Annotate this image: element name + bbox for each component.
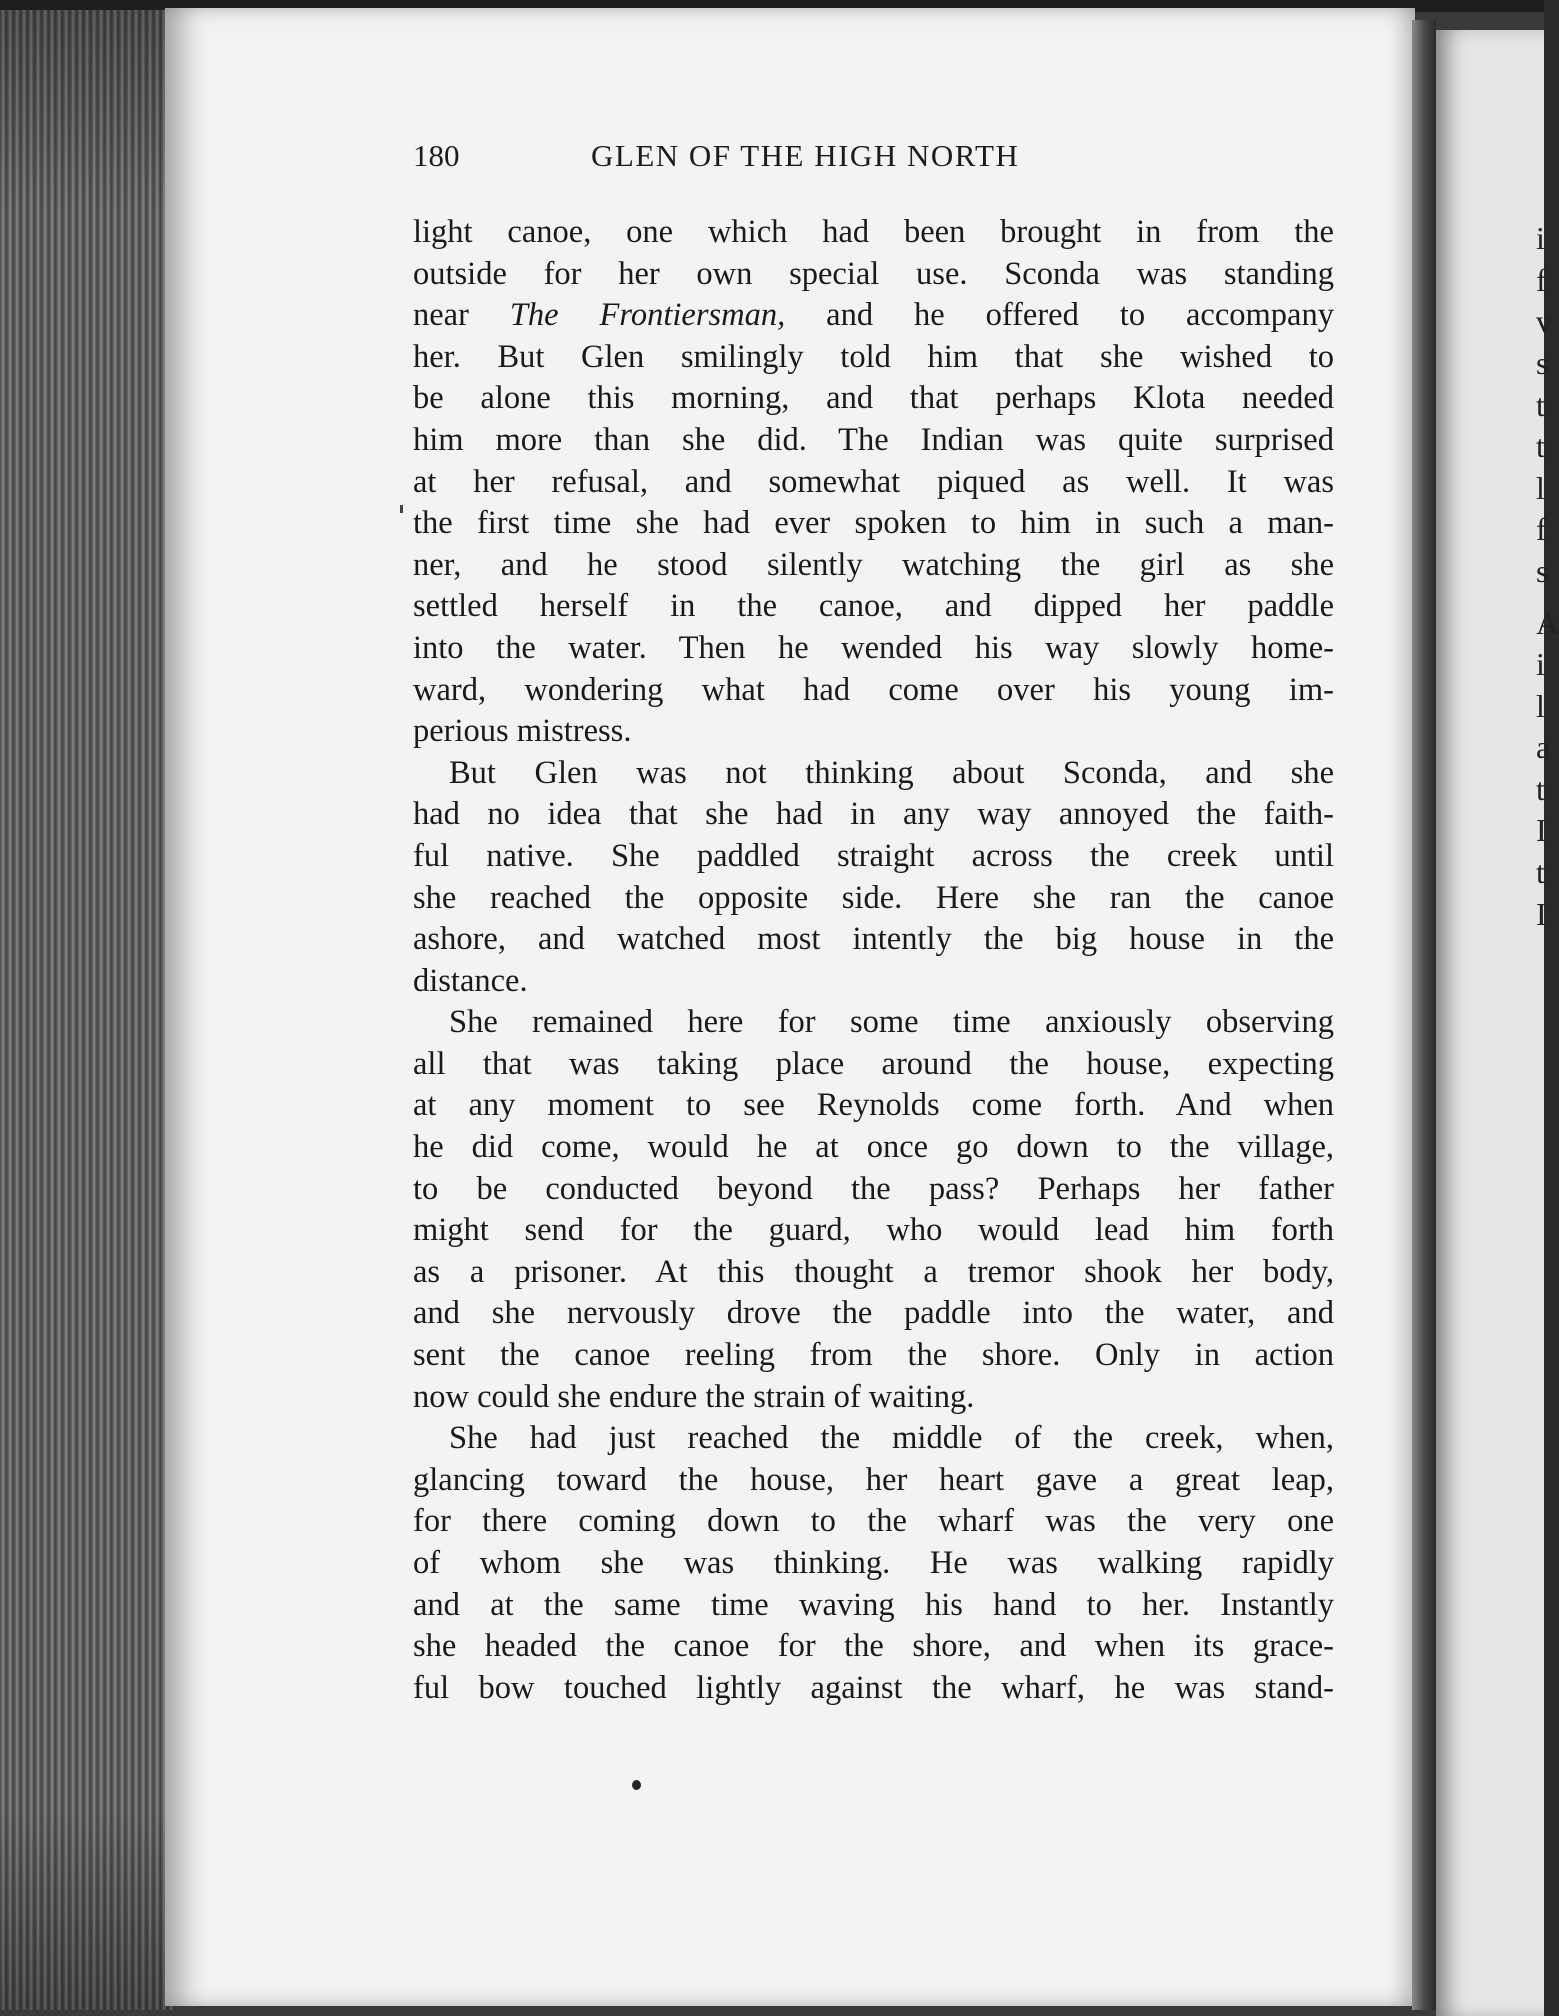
facing-page-fragment: a bbox=[1536, 729, 1551, 765]
text-line: distance. bbox=[413, 962, 528, 999]
ink-speck bbox=[632, 1780, 641, 1790]
body-text bbox=[413, 212, 1334, 1709]
text-line: to be conducted beyond the pass? Perhaps her father bbox=[413, 1170, 1334, 1207]
text-line: ful native. She paddled straight across the creek until bbox=[413, 837, 1334, 874]
text-line: She remained here for some time anxiously observing bbox=[449, 1004, 1334, 1041]
text-line: at her refusal, and somewhat piqued as well. It was bbox=[413, 463, 1334, 500]
facing-page-fragment: l bbox=[1536, 470, 1545, 506]
text-line: sent the canoe reeling from the shore. Only in action bbox=[413, 1337, 1334, 1374]
facing-page-fragment: f bbox=[1536, 262, 1547, 298]
page-edges bbox=[0, 10, 175, 2010]
text-line: perious mistress. bbox=[413, 713, 632, 750]
text-line: ful bow touched lightly against the wharf, he was stand- bbox=[413, 1669, 1334, 1706]
text-line: and at the same time waving his hand to her. Instantly bbox=[413, 1586, 1334, 1623]
facing-page-fragment: i bbox=[1536, 220, 1545, 256]
facing-page-fragment: s bbox=[1536, 553, 1549, 589]
text-line: ashore, and watched most intently the big house in the bbox=[413, 921, 1334, 958]
facing-page-fragment: t bbox=[1536, 387, 1545, 423]
facing-page-fragment: I bbox=[1536, 812, 1547, 848]
text-line: she headed the canoe for the shore, and when its grace- bbox=[413, 1628, 1334, 1665]
facing-page-fragment: I bbox=[1536, 896, 1547, 932]
text-line: now could she endure the strain of waiting. bbox=[413, 1378, 975, 1415]
text-line: he did come, would he at once go down to the village, bbox=[413, 1129, 1334, 1166]
text-line: at any moment to see Reynolds come forth. And when bbox=[413, 1087, 1334, 1124]
page-header bbox=[413, 138, 1331, 188]
text-line: for there coming down to the wharf was the very one bbox=[413, 1503, 1334, 1540]
text-line: near The Frontiersman, and he offered to accompany bbox=[413, 297, 1334, 334]
text-line: But Glen was not thinking about Sconda, and she bbox=[449, 754, 1334, 791]
facing-page-fragment: v bbox=[1536, 303, 1552, 339]
text-line: glancing toward the house, her heart gave a great leap, bbox=[413, 1461, 1334, 1498]
text-line: might send for the guard, who would lead him forth bbox=[413, 1212, 1334, 1249]
text-line: him more than she did. The Indian was quite surprised bbox=[413, 421, 1334, 458]
text-line: settled herself in the canoe, and dipped her paddle bbox=[413, 588, 1334, 625]
text-line: She had just reached the middle of the creek, when, bbox=[449, 1420, 1334, 1457]
text-line: as a prisoner. At this thought a tremor shook her body, bbox=[413, 1253, 1334, 1290]
facing-page-fragment: f bbox=[1536, 511, 1547, 547]
facing-page bbox=[1436, 30, 1559, 2016]
text-line: light canoe, one which had been brought in from the bbox=[413, 214, 1334, 250]
text-line: all that was taking place around the house, expecting bbox=[413, 1045, 1334, 1082]
text-line: be alone this morning, and that perhaps Klota needed bbox=[413, 380, 1334, 417]
facing-page-fragment: t bbox=[1536, 854, 1545, 890]
text-line: she reached the opposite side. Here she ran the canoe bbox=[413, 879, 1334, 916]
text-line: the first time she had ever spoken to him in such a man- bbox=[413, 505, 1334, 542]
facing-page-fragment: s bbox=[1536, 345, 1549, 381]
facing-page-fragment: t bbox=[1536, 771, 1545, 807]
text-line: outside for her own special use. Sconda was standing bbox=[413, 255, 1334, 292]
text-line: into the water. Then he wended his way slowly home- bbox=[413, 629, 1334, 666]
text-line: ner, and he stood silently watching the girl as she bbox=[413, 546, 1334, 583]
text-line: of whom she was thinking. He was walking rapidly bbox=[413, 1545, 1334, 1581]
facing-page-fragment: l bbox=[1536, 688, 1545, 724]
text-line: had no idea that she had in any way annoyed the faith- bbox=[413, 796, 1334, 833]
ink-speck bbox=[400, 505, 403, 513]
page-number: 180 bbox=[413, 138, 460, 173]
text-line: ward, wondering what had come over his young im- bbox=[413, 671, 1334, 708]
facing-page-fragment: A bbox=[1536, 605, 1559, 641]
text-line: and she nervously drove the paddle into the water, and bbox=[413, 1295, 1334, 1332]
facing-page-fragment: i bbox=[1536, 646, 1545, 682]
text-line: her. But Glen smilingly told him that she wished to bbox=[413, 338, 1334, 375]
running-head: GLEN OF THE HIGH NORTH bbox=[591, 138, 1020, 173]
book-gutter bbox=[1412, 20, 1436, 2010]
facing-page-fragment: t bbox=[1536, 428, 1545, 464]
